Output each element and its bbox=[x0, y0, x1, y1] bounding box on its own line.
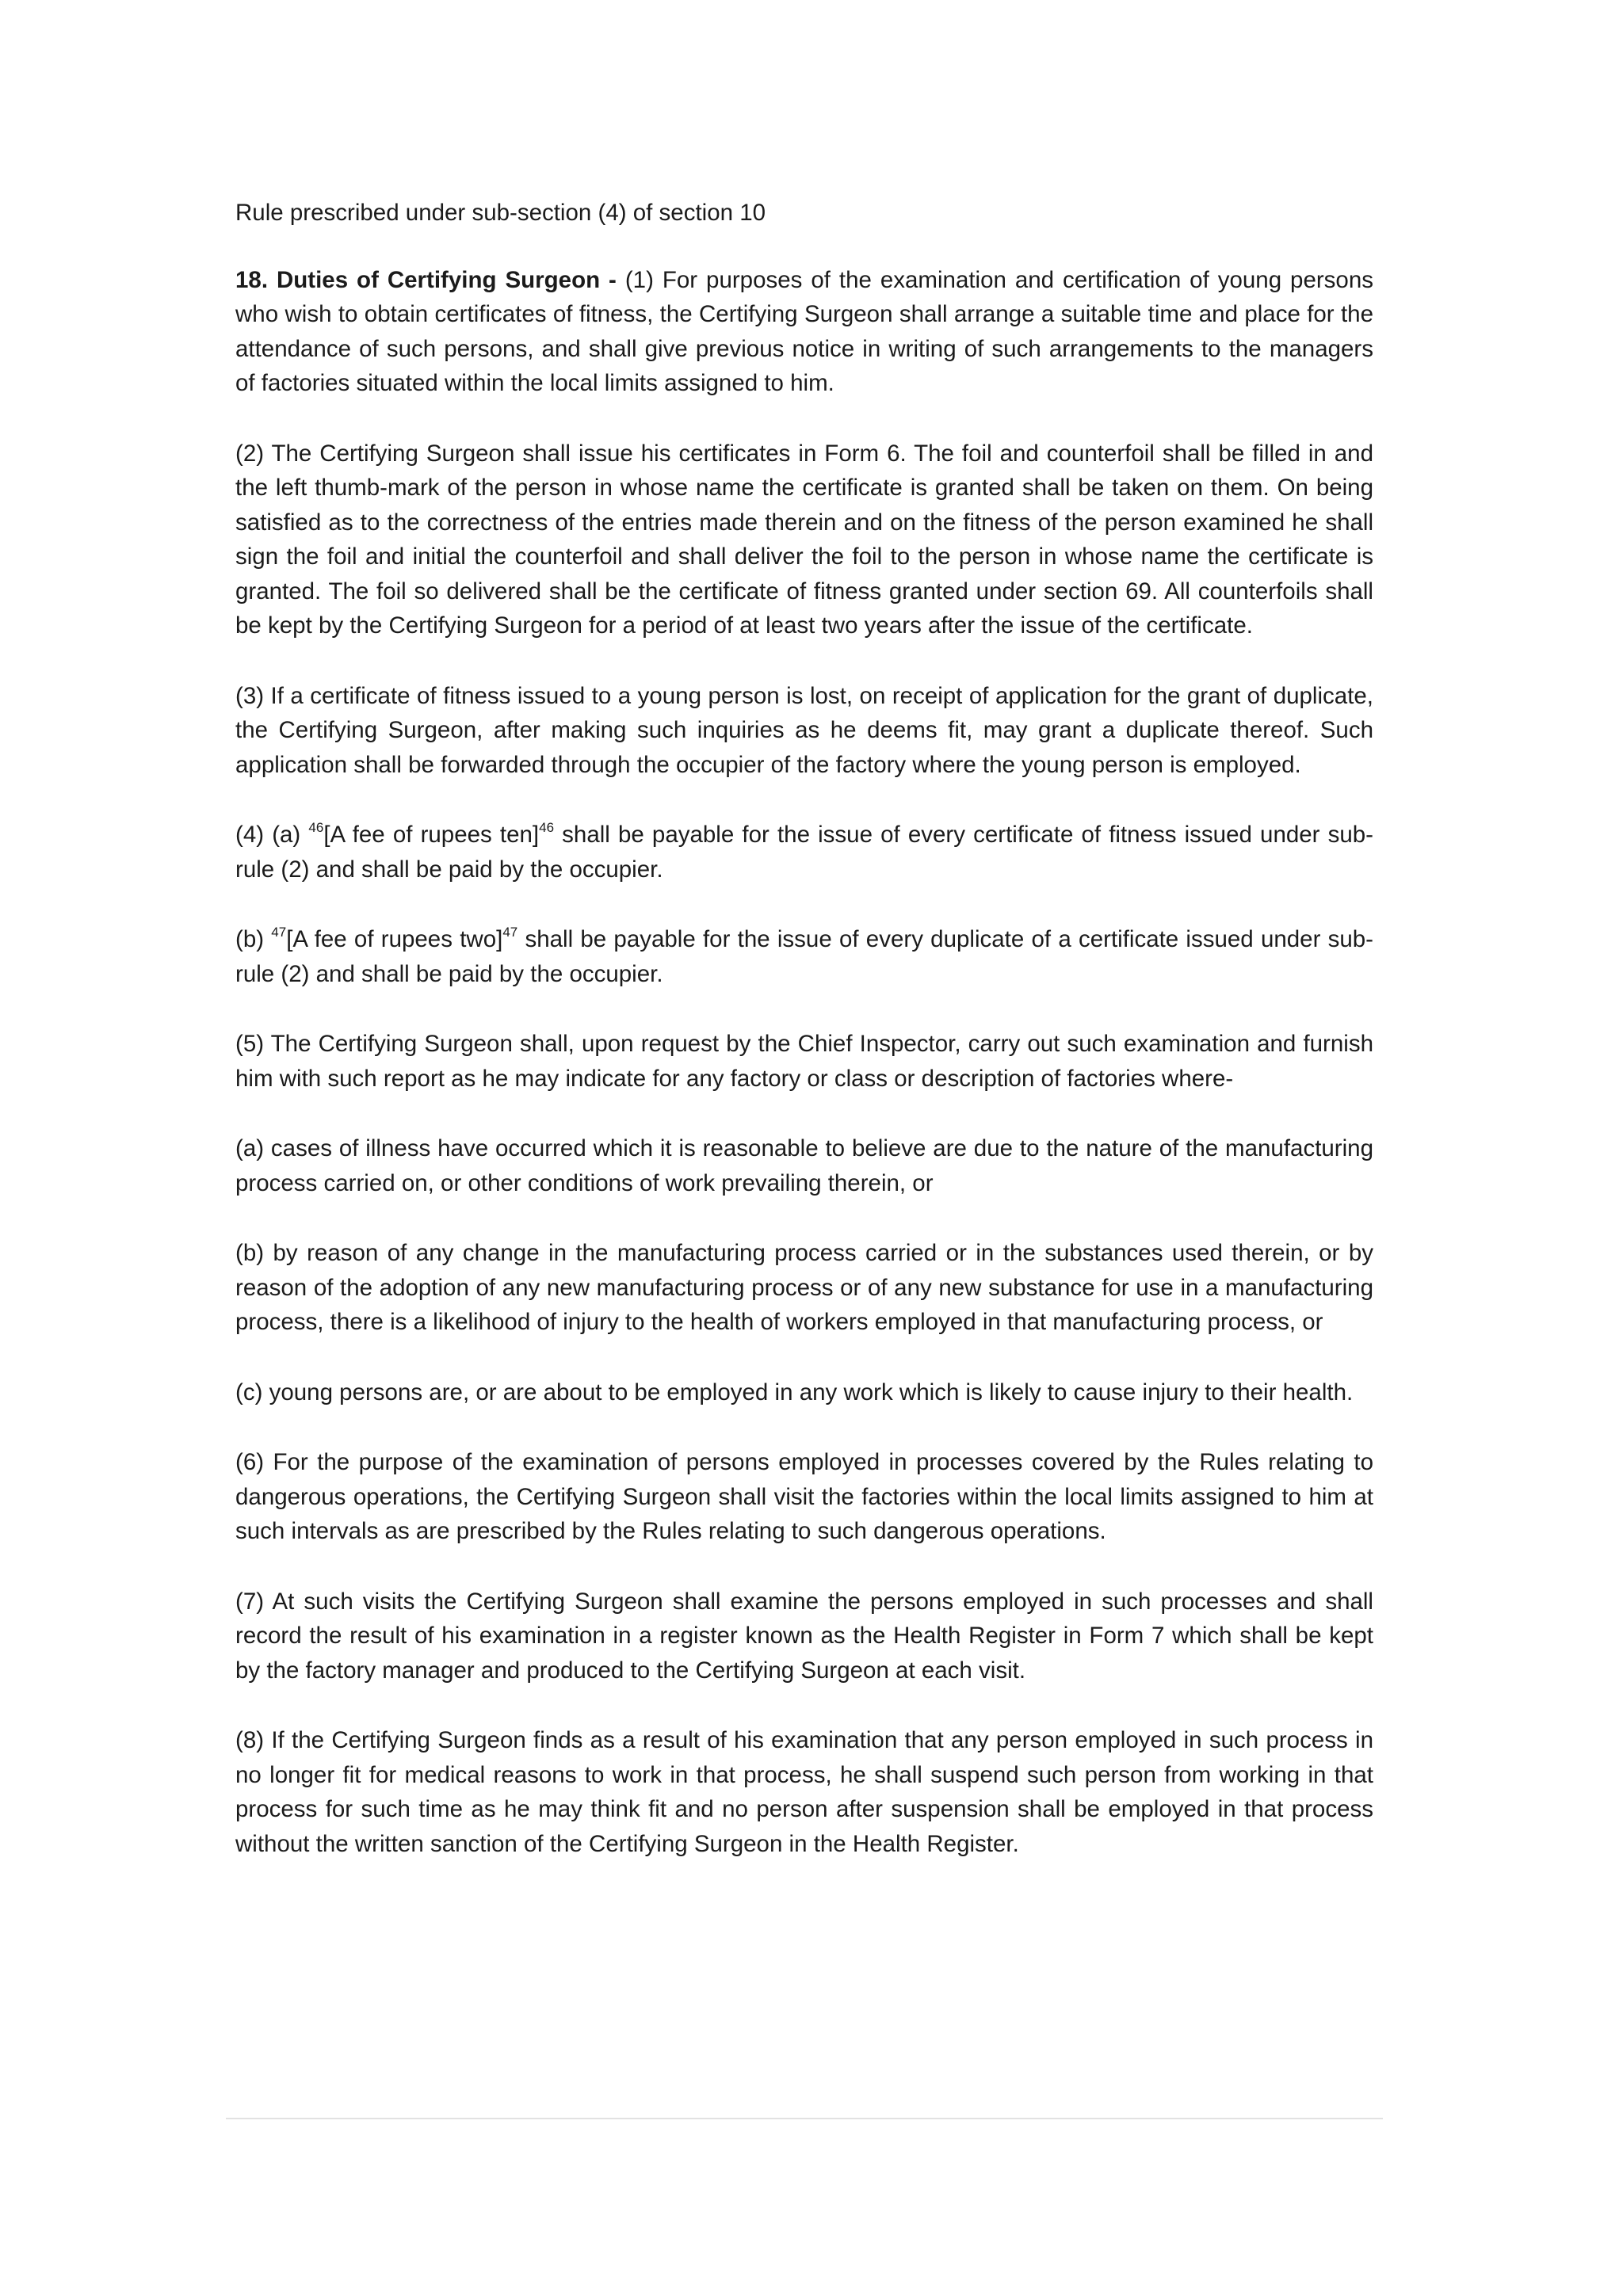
footnote-ref-46-open: 46 bbox=[308, 820, 324, 835]
page-divider bbox=[226, 2118, 1383, 2119]
rule-18-paragraph-2: (2) The Certifying Surgeon shall issue his certificates in Form 6. The foil and counterfoil shall be filled in and the left thumb-mark of the person in whose name the certificate is granted shall be taken on them. On being satisfied as to the correctness of the entries made therein and on the fitness of the person examined he shall sign the foil and initial the counterfoil and shall deliver the foil to the person in whose name the certificate is granted. The foil so delivered shall be the certificate of fitness granted under section 69. All counterfoils shall be kept by the Certifying Surgeon for a period of at least two years after the issue of the certificate. bbox=[235, 440, 1373, 639]
footnote-ref-47-open: 47 bbox=[271, 925, 287, 940]
rule-18-paragraph-6: (6) For the purpose of the examination of persons employed in processes covered by the Rules relating to dangerous operations, the Certifying Surgeon shall visit the factories within the local limits assigned to him at such intervals as are prescribed by the Rules relating to such dangerous operations. bbox=[235, 1449, 1373, 1544]
p4a-rest: shall be payable for the issue of every certificate of fitness issued under sub-rule (2) and shall be paid by the occupier. bbox=[235, 822, 1374, 883]
rule-18-paragraph-4a bbox=[235, 818, 1373, 887]
rule-18-paragraph-7: (7) At such visits the Certifying Surgeon shall examine the persons employed in such processes and shall record the result of his examination in a register known as the Health Register in Form 7 which shall be kept by the factory manager and produced to the Certifying Surgeon at each visit. bbox=[235, 1588, 1373, 1684]
rule-18-paragraph-5b: (b) by reason of any change in the manufacturing process carried or in the substances used therein, or by reason of the adoption of any new manufacturing process or of any new substance for use in a manufacturing process, there is a likelihood of injury to the health of workers employed in that manufacturing process, or bbox=[235, 1240, 1373, 1335]
p4b-prefix: (b) bbox=[235, 926, 272, 952]
p4a-prefix: (4) (a) bbox=[235, 822, 309, 848]
rule-18-title: 18. Duties of Certifying Surgeon - bbox=[235, 266, 617, 293]
rule-18-paragraph-3: (3) If a certificate of fitness issued to a young person is lost, on receipt of application for the grant of duplicate, the Certifying Surgeon, after making such inquiries as he deems fit, may grant a duplicate thereof. Such application shall be forwarded through the occupier of the factory where the young person is employed. bbox=[235, 682, 1373, 778]
p4b-fee: [A fee of rupees two] bbox=[286, 926, 503, 952]
rule-18-paragraph-5: (5) The Certifying Surgeon shall, upon request by the Chief Inspector, carry out such examination and furnish him with such report as he may indicate for any factory or class or description of factories where- bbox=[235, 1031, 1373, 1092]
rule-18-p1-text: (1) For purposes of the examination and certification of young persons who wish to obtain certificates of fitness, the Certifying Surgeon shall arrange a suitable time and place for the attendance of such persons, and shall give previous notice in writing of such arrangements to the managers of factories situated within the local limits assigned to him. bbox=[235, 266, 1373, 396]
rule-18-paragraph-5c: (c) young persons are, or are about to be employed in any work which is likely to cause injury to their health. bbox=[235, 1379, 1354, 1405]
rule-18-paragraph-4b bbox=[235, 922, 1373, 991]
rule-18-paragraph-5a: (a) cases of illness have occurred which it is reasonable to believe are due to the nature of the manufacturing process carried on, or other conditions of work prevailing therein, or bbox=[235, 1135, 1373, 1196]
rule-18-paragraph-8: (8) If the Certifying Surgeon finds as a result of his examination that any person employed in such process in no longer fit for medical reasons to work in that process, he shall suspend such person from working in that process for such time as he may think fit and no person after suspension shall be employed in that process without the written sanction of the Certifying Surgeon in the Health Register. bbox=[235, 1727, 1373, 1857]
p4b-rest: shall be payable for the issue of every duplicate of a certificate issued under sub-rule (2) and shall be paid by the occupier. bbox=[235, 926, 1374, 987]
section-heading: Rule prescribed under sub-section (4) of section 10 bbox=[235, 200, 766, 226]
rule-18-paragraph-1 bbox=[235, 263, 1373, 401]
footnote-ref-47-close: 47 bbox=[502, 925, 518, 940]
document-page bbox=[235, 196, 1373, 1897]
footnote-ref-46-close: 46 bbox=[539, 820, 555, 835]
p4a-fee: [A fee of rupees ten] bbox=[323, 822, 540, 848]
